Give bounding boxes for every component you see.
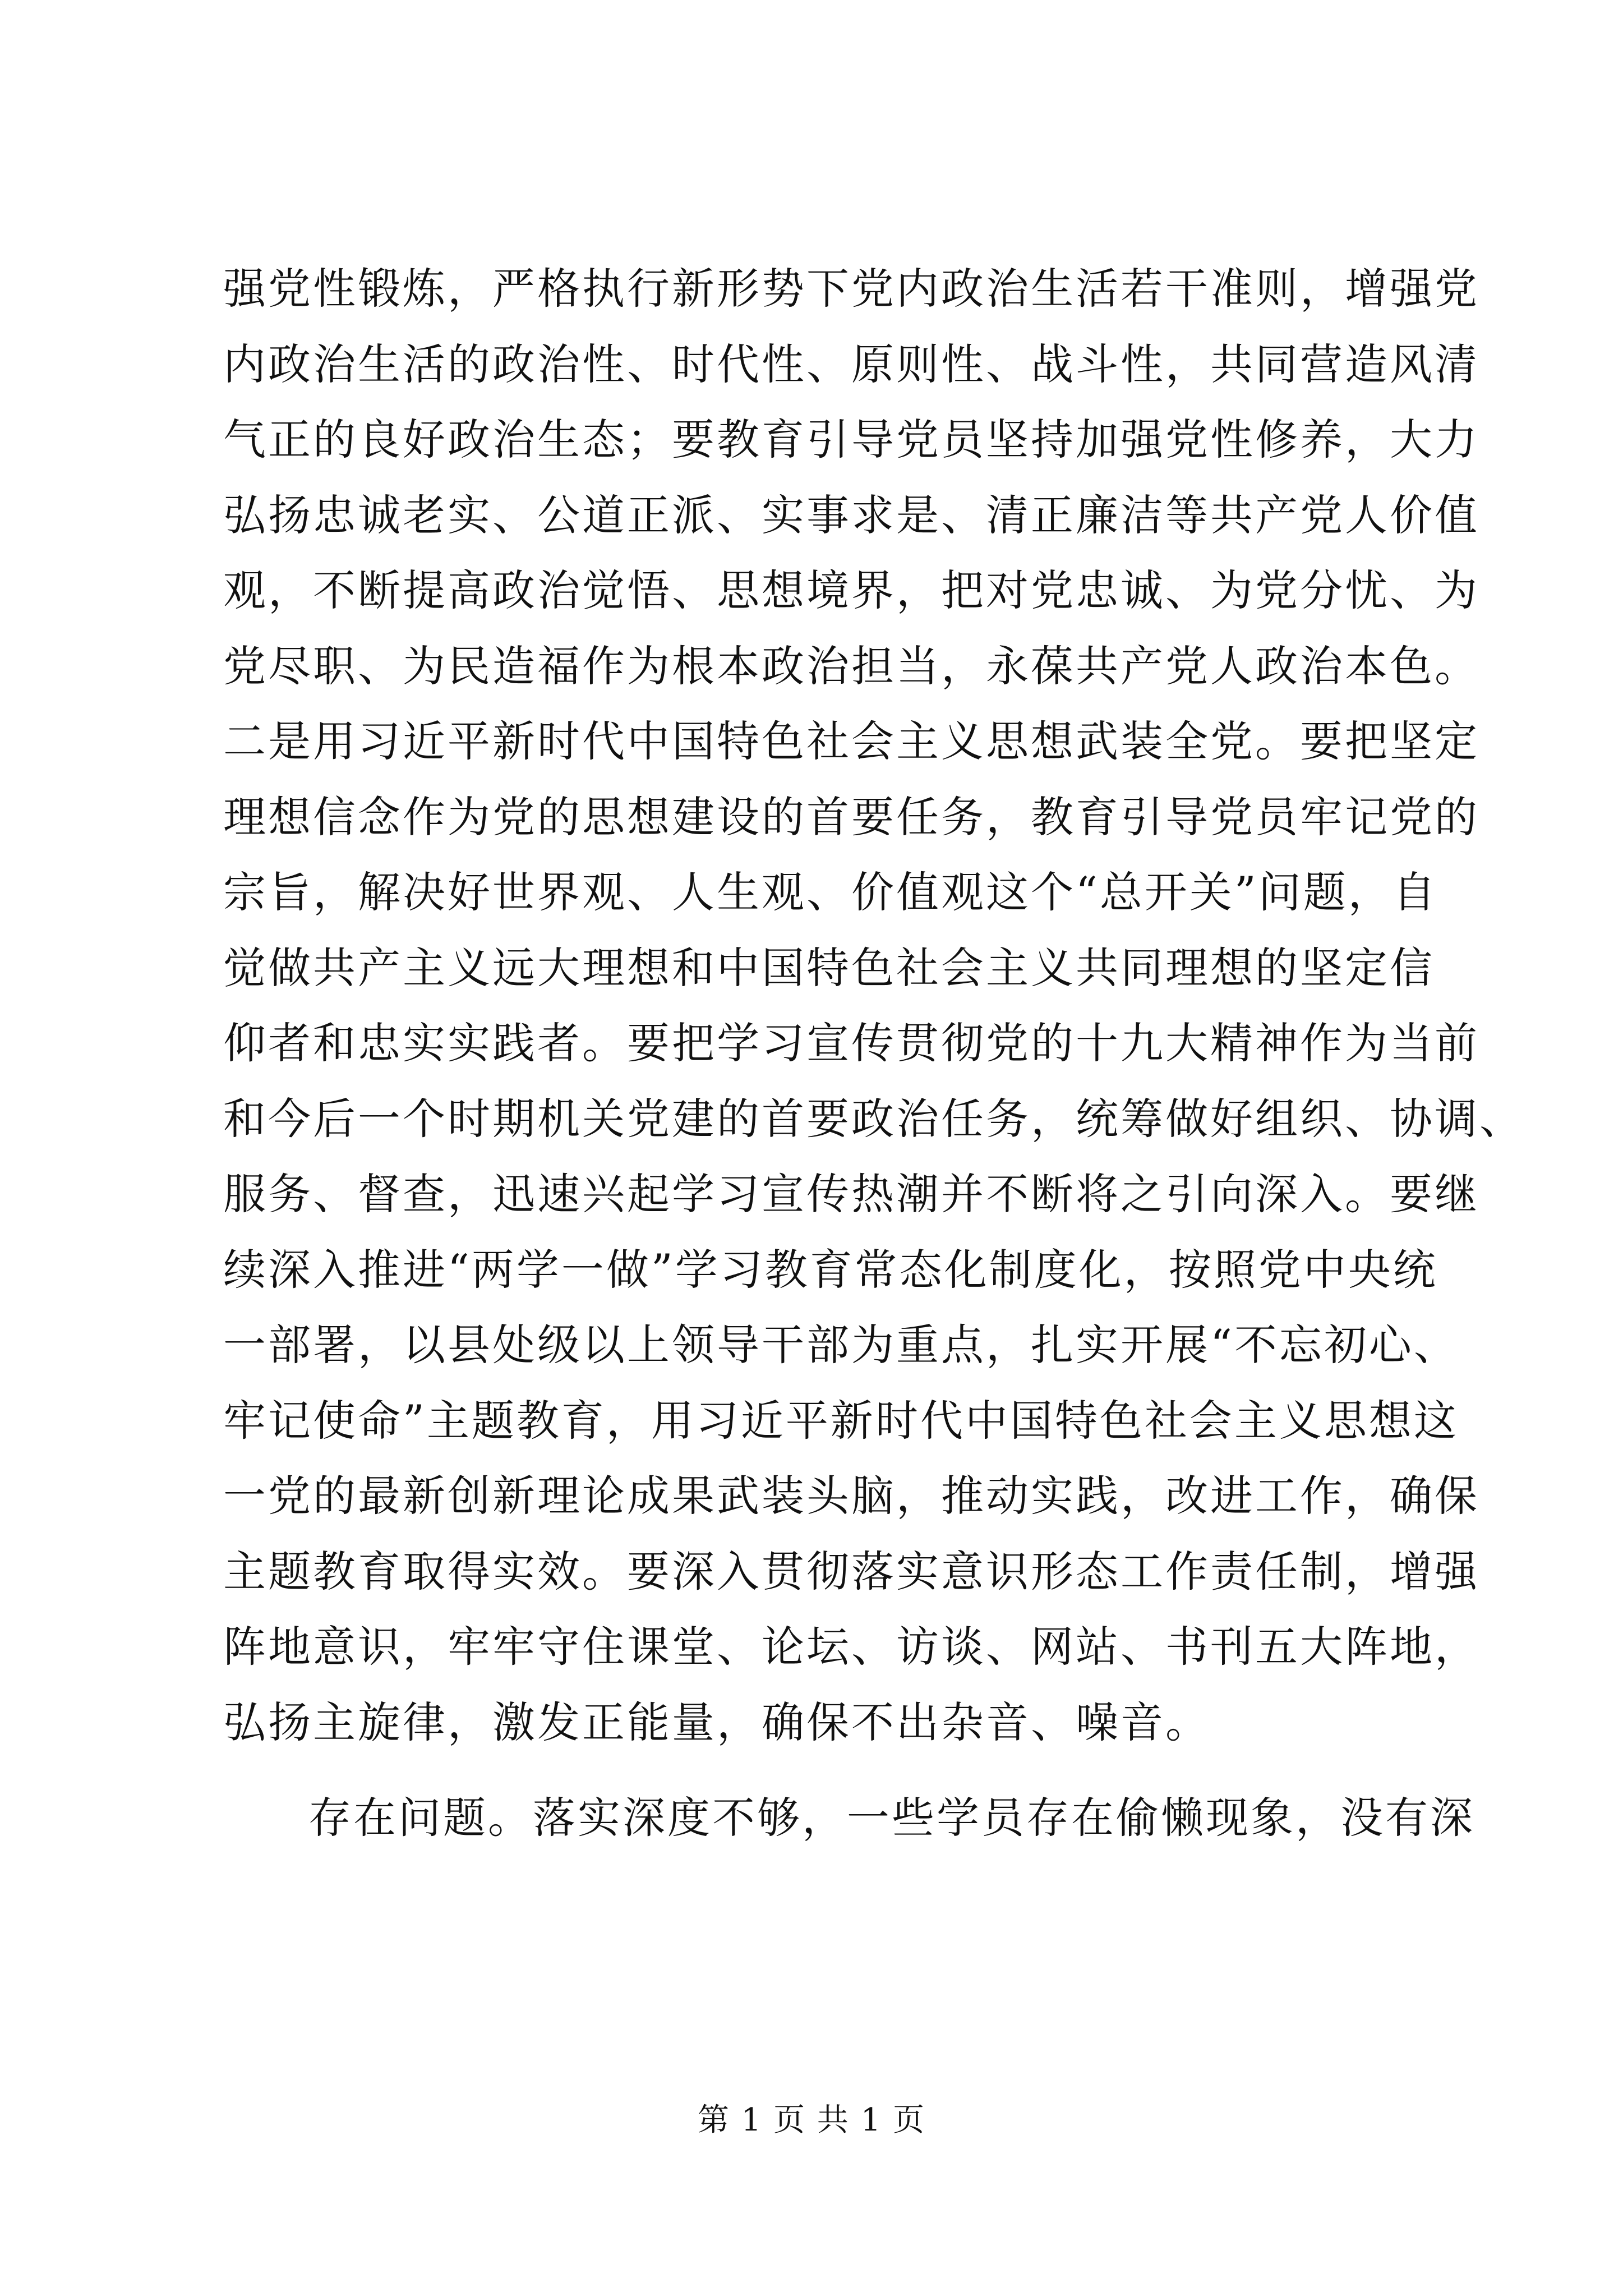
text-line: 阵地意识，牢牢守住课堂、论坛、访谈、网站、书刊五大阵地，	[223, 1622, 1479, 1672]
paragraph-start-line: 存在问题。落实深度不够，一些学员存在偷懒现象，没有深	[308, 1793, 1475, 1843]
text-line: 宗旨，解决好世界观、人生观、价值观这个“总开关”问题，自	[223, 867, 1438, 917]
text-line: 主题教育取得实效。要深入贯彻落实意识形态工作责任制，增强	[223, 1546, 1479, 1596]
text-line: 内政治生活的政治性、时代性、原则性、战斗性，共同营造风清	[223, 339, 1479, 389]
text-line: 一党的最新创新理论成果武装头脑，推动实践，改进工作，确保	[223, 1471, 1479, 1521]
text-line: 仰者和忠实实践者。要把学习宣传贯彻党的十九大精神作为当前	[223, 1018, 1479, 1068]
text-line: 弘扬忠诚老实、公道正派、实事求是、清正廉洁等共产党人价值	[223, 490, 1479, 540]
text-line: 气正的良好政治生态；要教育引导党员坚持加强党性修养，大力	[223, 415, 1479, 464]
page-footer: 第 1 页 共 1 页	[697, 2102, 926, 2138]
text-line: 服务、督查，迅速兴起学习宣传热潮并不断将之引向深入。要继	[223, 1169, 1479, 1219]
text-line: 一部署，以县处级以上领导干部为重点，扎实开展“不忘初心、	[223, 1320, 1459, 1370]
text-line: 理想信念作为党的思想建设的首要任务，教育引导党员牢记党的	[223, 792, 1479, 842]
text-line: 二是用习近平新时代中国特色社会主义思想武装全党。要把坚定	[223, 716, 1479, 766]
body-text	[223, 251, 1524, 1856]
text-line: 觉做共产主义远大理想和中国特色社会主义共同理想的坚定信	[223, 942, 1435, 993]
text-line: 党尽职、为民造福作为根本政治担当，永葆共产党人政治本色。	[223, 641, 1479, 691]
text-line: 观，不断提高政治觉悟、思想境界，把对党忠诚、为党分忧、为	[223, 565, 1479, 615]
text-line: 续深入推进“两学一做”学习教育常态化制度化，按照党中央统	[223, 1244, 1438, 1295]
text-line: 和今后一个时期机关党建的首要政治任务，统筹做好组织、协调、	[223, 1093, 1524, 1144]
text-line: 牢记使命”主题教育，用习近平新时代中国特色社会主义思想这	[223, 1395, 1459, 1446]
text-line: 强党性锻炼，严格执行新形势下党内政治生活若干准则，增强党	[223, 264, 1479, 314]
text-line: 弘扬主旋律，激发正能量，确保不出杂音、噪音。	[223, 1697, 1210, 1747]
